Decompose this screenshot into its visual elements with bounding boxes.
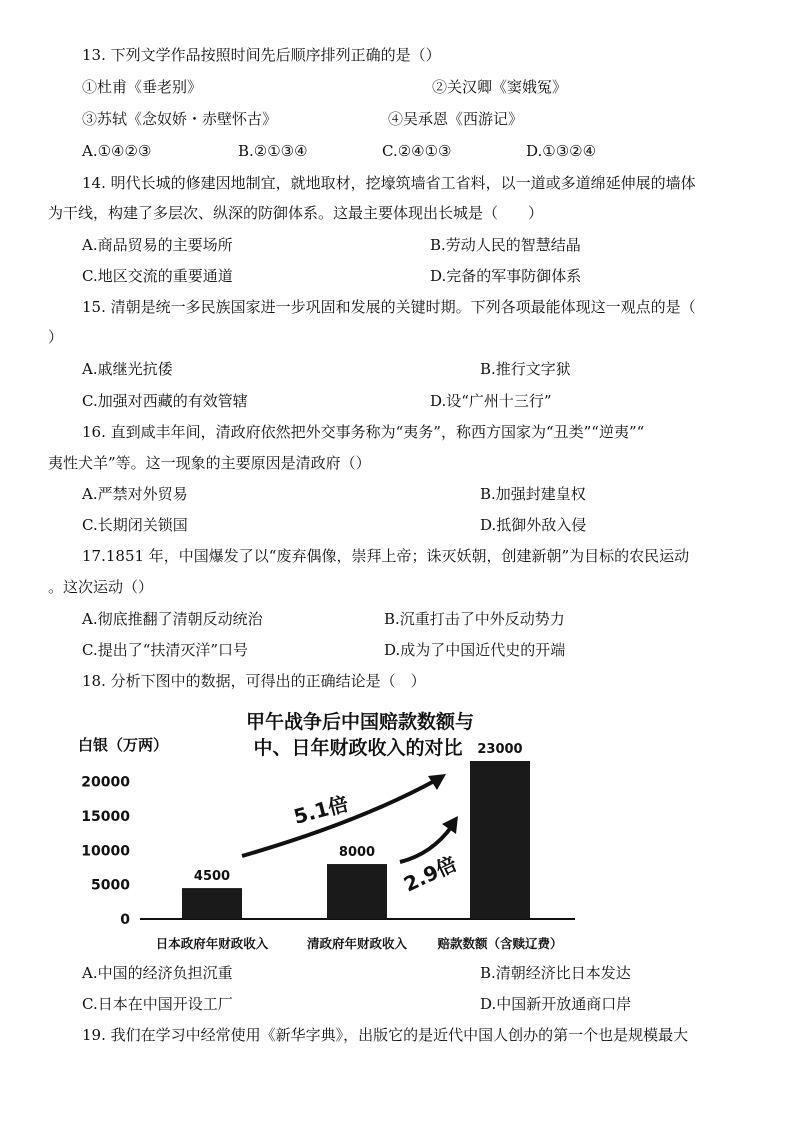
bar — [470, 761, 530, 919]
q18-option-c: C.日本在中国开设工厂 — [82, 995, 233, 1013]
q18-option-b: B.清朝经济比日本发达 — [480, 964, 631, 982]
q18-option-d: D.中国新开放通商口岸 — [480, 995, 632, 1013]
y-tick-label: 10000 — [81, 843, 130, 860]
bar-value-label: 4500 — [193, 869, 231, 885]
q13-item-3: ③苏轼《念奴娇・赤壁怀古》 — [82, 110, 278, 128]
y-tick-label: 20000 — [81, 774, 130, 791]
q16-stem-line2: 夷性犬羊”等。这一现象的主要原因是清政府（） — [48, 454, 371, 472]
bar-value-label: 23000 — [477, 742, 523, 757]
bar — [327, 864, 387, 919]
q16-option-b: B.加强封建皇权 — [480, 485, 586, 503]
category-label: 日本政府年财政收入 — [155, 936, 269, 951]
chart-title-line1: 甲午战争后中国赔款数额与 — [245, 711, 475, 733]
q13-stem: 13. 下列文学作品按照时间先后顺序排列正确的是（） — [82, 46, 441, 64]
q14-option-a: A.商品贸易的主要场所 — [82, 236, 233, 254]
q14-option-c: C.地区交流的重要通道 — [82, 267, 233, 285]
q13-option-d: D.①③②④ — [526, 142, 597, 160]
y-tick-label: 15000 — [81, 808, 130, 825]
chart-title-line2: 中、日年财政收入的对比 — [253, 737, 463, 759]
category-label: 清政府年财政收入 — [306, 936, 408, 951]
indemnity-bar-chart — [70, 704, 590, 960]
q14-stem-line1: 14. 明代长城的修建因地制宜，就地取材，挖壕筑墙省工省料，以一道或多道绵延伸展的墙体 — [82, 174, 696, 192]
bar — [182, 888, 242, 919]
q18-option-a: A.中国的经济负担沉重 — [82, 964, 233, 982]
q17-option-d: D.成为了中国近代史的开端 — [384, 641, 566, 659]
y-tick-label: 0 — [120, 912, 130, 928]
q15-stem-line2: ） — [48, 328, 64, 346]
q14-stem-line2: 为干线，构建了多层次、纵深的防御体系。这最主要体现出长城是（ ） — [48, 204, 544, 222]
annotation-5x: 5.1倍 — [291, 791, 351, 829]
q16-option-c: C.长期闭关锁国 — [82, 516, 188, 534]
bar-value-label: 8000 — [338, 845, 376, 861]
q17-option-a: A.彻底推翻了清朝反动统治 — [82, 610, 263, 628]
annotation-2x: 2.9倍 — [399, 851, 461, 897]
q19-stem: 19. 我们在学习中经常使用《新华字典》，出版它的是近代中国人创办的第一个也是规模最大 — [82, 1026, 689, 1044]
q15-stem-line1: 15. 清朝是统一多民族国家进一步巩固和发展的关键时期。下列各项最能体现这一观点的是（ — [82, 298, 696, 316]
chart-y-axis-label: 白银（万两） — [78, 736, 169, 754]
q13-option-b: B.②①③④ — [238, 142, 308, 160]
q17-option-c: C.提出了“扶清灭洋”口号 — [82, 641, 249, 659]
q13-item-2: ②关汉卿《窦娥冤》 — [432, 78, 568, 96]
q17-stem-line1: 17.1851 年，中国爆发了以“废弃偶像，崇拜上帝；诛灭妖朝，创建新朝”为目标的农民运动 — [82, 547, 690, 565]
q16-option-a: A.严禁对外贸易 — [82, 485, 188, 503]
q15-option-b: B.推行文字狱 — [480, 360, 571, 378]
q17-option-b: B.沉重打击了中外反动势力 — [384, 610, 565, 628]
q15-option-a: A.戚继光抗倭 — [82, 360, 173, 378]
q13-item-4: ④吴承恩《西游记》 — [388, 110, 524, 128]
q17-stem-line2: 。这次运动（） — [48, 578, 154, 596]
q16-stem-line1: 16. 直到咸丰年间，清政府依然把外交事务称为“夷务”，称西方国家为“丑类”“逆夷”“ — [82, 423, 645, 441]
q16-option-d: D.抵御外敌入侵 — [480, 516, 587, 534]
q15-option-c: C.加强对西藏的有效管辖 — [82, 392, 248, 410]
q14-option-b: B.劳动人民的智慧结晶 — [430, 236, 581, 254]
q13-item-1: ①杜甫《垂老别》 — [82, 78, 203, 96]
q18-stem: 18. 分析下图中的数据，可得出的正确结论是（ ） — [82, 672, 426, 690]
q13-option-a: A.①④②③ — [82, 142, 152, 160]
y-tick-label: 5000 — [91, 877, 130, 894]
category-label: 赔款数额（含赎辽费） — [437, 936, 563, 951]
q14-option-d: D.完备的军事防御体系 — [430, 267, 582, 285]
q13-option-c: C.②④①③ — [382, 142, 452, 160]
q15-option-d: D.设“广州十三行” — [430, 392, 552, 410]
